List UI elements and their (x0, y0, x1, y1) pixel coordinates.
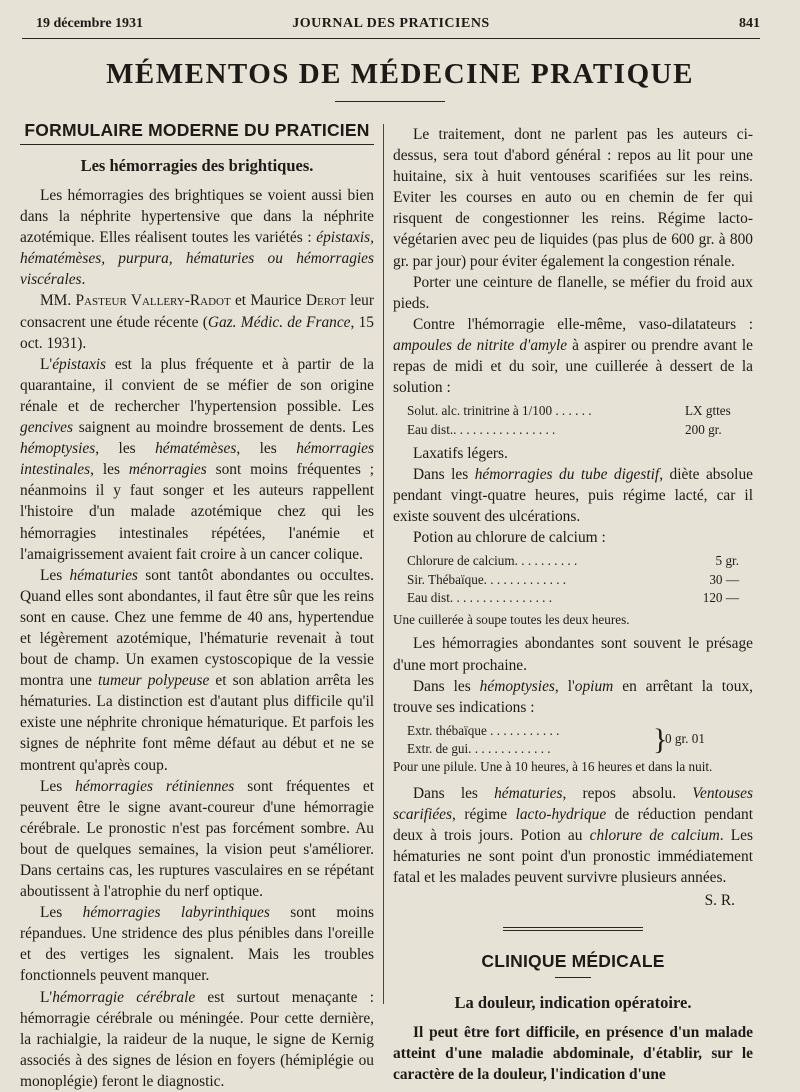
paragraph: Dans les hématuries, repos absolu. Ventouses scarifiées, régime lacto-hydrique de réduction pendant deux à trois jours. Potion au chlorure de calcium. Les hématuries ne sont point d'un pronostic immédiatement fatal et les malades peuvent survivre plusieurs années. (393, 784, 754, 887)
prescription-line: Chlorure de calcium. . . . . . . . . . 5 gr. (407, 553, 739, 569)
brace-glyph: } (653, 722, 668, 756)
paragraph: Il peut être fort difficile, en présence d'un malade atteint d'une maladie abdominale, d'établir, sur le caractère de la douleur, l'indication d'une (393, 1024, 753, 1084)
page-number: 841 (739, 16, 760, 31)
author-signature: S. R. (704, 892, 735, 910)
journal-name: JOURNAL DES PRATICIENS (292, 16, 490, 31)
prescription-calcium (407, 552, 753, 607)
prescription-line: Eau dist.. . . . . . . . . . . . . . . . 200 gr. (407, 421, 722, 437)
prescription-line: Sir. Thébaïque. . . . . . . . . . . . . 30 — (407, 571, 739, 587)
running-header (22, 14, 760, 36)
article-subtitle: La douleur, indication opératoire. (454, 993, 692, 1013)
paragraph: Porter une ceinture de flanelle, se méfier du froid aux pieds. (393, 273, 753, 312)
prescription-pill (407, 722, 753, 759)
prescription-line: Eau dist. . . . . . . . . . . . . . . . 120 — (407, 589, 739, 605)
prescription-line: Solut. alc. trinitrine à 1/100 . . . . . . LX gttes (407, 403, 731, 419)
paragraph: L'hémorragie cérébrale est surtout menaçante : hémorragie cérébrale ou méningée. Pour cette dernière, la rachialgie, la raideur de la nuque, le signe de Kernig associés à des signes de lésion en foyers (hémiplégie ou monoplégie) feront le diagnostic. (20, 988, 374, 1090)
prescription-dose: 0 gr. 01 (665, 730, 705, 746)
prescription-line: Extr. thébaïque . . . . . . . . . . . (407, 722, 560, 738)
paragraph: MM. Pasteur Vallery-Radot et Maurice Derot leur consacrent une étude récente (Gaz. Médic. de France, 15 oct. 1931). (20, 292, 374, 352)
paragraph: L'épistaxis est la plus fréquente et à partir de la quarantaine, il convient de se méfier de son origine rénale et de rechercher l'hypertension possible. Les gencives saignent au moindre brossement de dents. Les hémoptysies, les hématémèses, les hémorragies intestinales, les ménorragies sont moins fréquentes ; néanmoins il y faut songer et les auteurs rappellent l'histoire d'un malade azotémique chez qui les hémorragies intestinales répétées, l'anémie et l'amaigrissement avaient fait croire à un cancer colique. (20, 355, 375, 563)
paragraph: Le traitement, dont ne parlent pas les auteurs ci-dessus, sera tout d'abord général : repos au lit pour une huitaine, six à huit ventouses scarifiées sur les reins. Eviter les courses en auto ou en chemin de fer qui risquent de congestionner les reins. Régime lacto-végétarien avec peu de liquides (pas plus de 600 gr. à 800 gr. par jour) pour éviter également la congestion rénale. (393, 126, 753, 270)
left-column (20, 118, 374, 1092)
paragraph: Contre l'hémorragie elle-même, vaso-dilatateurs : ampoules de nitrite d'amyle à aspirer ou prendre avant le repas de midi et du soir, une cuillerée à dessert de la solution : (393, 315, 753, 397)
section-heading: CLINIQUE MÉDICALE (481, 951, 665, 972)
paragraph: Les hématuries sont tantôt abondantes ou occultes. Quand elles sont abondantes, il faut être sûr que les reins sont en cause. Chez une femme de 40 ans, hypertendue et légèrement azotémique, l'hématurie revenait à tout bout de champ. Un examen cystoscopique de la vessie montra une tumeur polypeuse et son ablation arrêta les hématuries. La distinction est d'autant plus difficile qu'il existe une néphrite chronique hématurique. Et parfois les signes de néphrite font même défaut au début et ne se montrent qu'après coup. (20, 566, 374, 774)
paragraph: Les hémorragies rétiniennes sont fréquentes et peuvent être le signe avant-coureur d'une hémorragie cérébrale. Le pronostic n'est pas forcément sombre. Au bout de quelques semaines, la vision peut s'améliorer. Dans certains cas, les ruptures vasculaires en se répétant aboutissent à l'atrophie du nerf optique. (20, 777, 374, 901)
paragraph: Les hémorragies des brightiques se voient aussi bien dans la néphrite hypertensive que dans la néphrite azotémique. Elles réalisent toutes les variétés : épistaxis, hématémèses, purpura, hématuries ou hémorragies viscérales. (20, 187, 374, 289)
issue-date: 19 décembre 1931 (36, 16, 144, 31)
paragraph: Les hémorragies abondantes sont souvent le présage d'une mort prochaine. (393, 635, 753, 674)
section-heading: FORMULAIRE MODERNE DU PRATICIEN (24, 120, 370, 140)
prescription-line: Extr. de gui. . . . . . . . . . . . . (407, 741, 551, 757)
section-rule (20, 144, 374, 145)
paragraph: Dans les hémoptysies, l'opium en arrêtant la toux, trouve ses indications : (393, 677, 753, 716)
page-title: MÉMENTOS DE MÉDECINE PRATIQUE (106, 58, 694, 90)
prescription-note: Une cuillerée à soupe toutes les deux heures. (393, 612, 630, 628)
section-rule (555, 977, 591, 978)
prescription-note: Pour une pilule. Une à 10 heures, à 16 heures et dans la nuit. (393, 759, 713, 775)
prescription-trinitrine (407, 402, 753, 439)
paragraph: Laxatifs légers. (413, 444, 508, 462)
paragraph: Les hémorragies labyrinthiques sont moins répandues. Une stridence des plus pénibles dans l'oreille et des vertiges les signalent. Mais les troubles fonctionnels peuvent manquer. (20, 904, 375, 985)
article-subtitle: Les hémorragies des brightiques. (80, 156, 314, 175)
column-divider (383, 124, 384, 1004)
paragraph: Potion au chlorure de calcium : (413, 529, 606, 547)
title-rule (335, 101, 445, 102)
right-column (393, 124, 753, 1086)
paragraph: Dans les hémorragies du tube digestif, diète absolue pendant vingt-quatre heures, puis régime lacté, car il existe souvent des ulcérations. (393, 465, 753, 526)
section-separator (503, 927, 643, 931)
header-rule (22, 38, 760, 39)
